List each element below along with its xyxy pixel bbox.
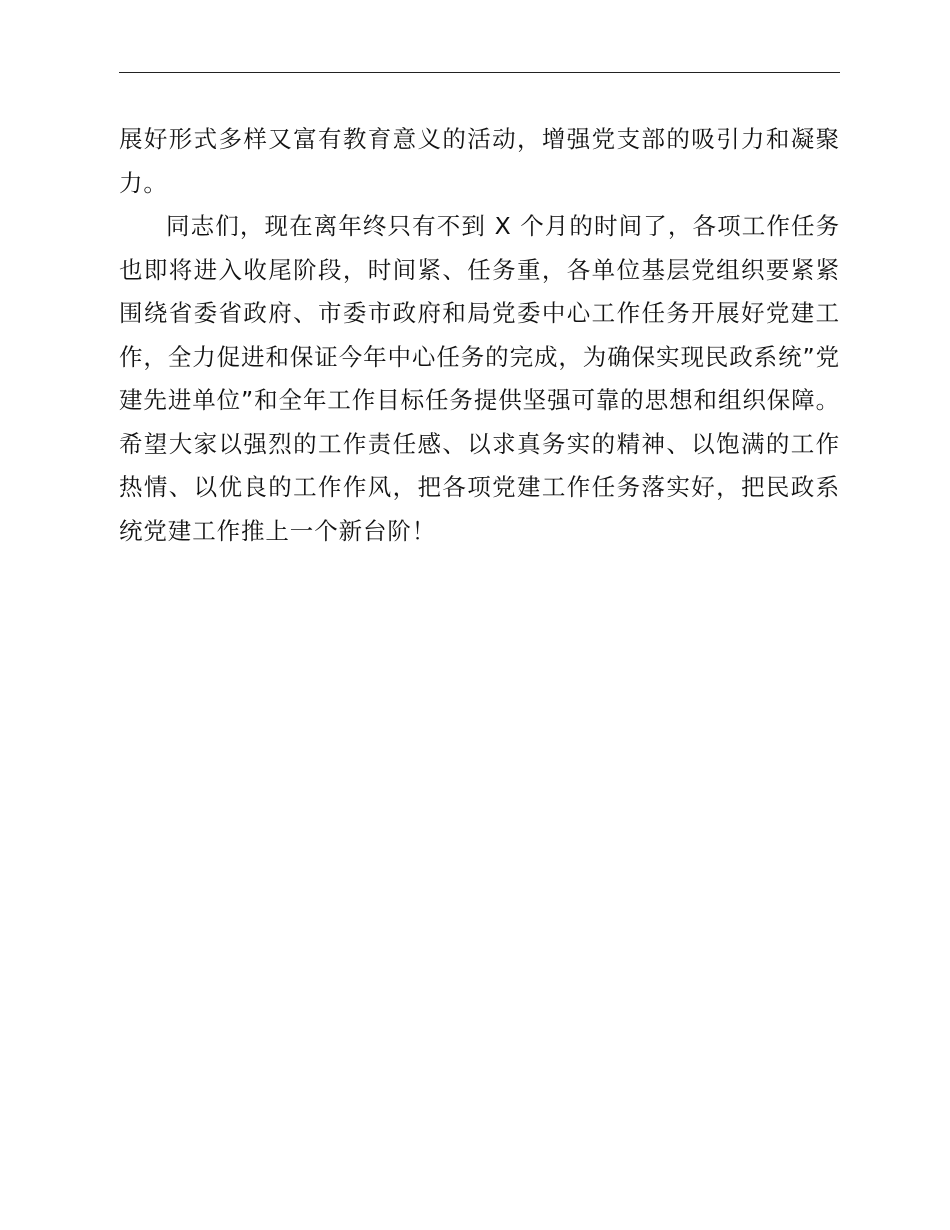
paragraph-continuation: 展好形式多样又富有教育意义的活动，增强党支部的吸引力和凝聚力。 [119,125,840,197]
paragraph-closing-remarks: 同志们，现在离年终只有不到 X 个月的时间了，各项工作任务也即将进入收尾阶段，时间紧、任务重，各单位基层党组织要紧紧围绕省委省政府、市委市政府和局党委中心工作任务开展好党建工作，全力促进和保证今年中心任务的完成，为确保实现民政系统”党建先进单位”和全年工作目标任务提供坚强可靠的思想和组织保障。希望大家以强烈的工作责任感、以求真务实的精神、以饱满的工作热情、以优良的工作作风，把各项党建工作任务落实好，把民政系统党建工作推上一个新台阶！ [119,212,840,545]
document-body [119,118,840,553]
header-rule [119,72,840,73]
